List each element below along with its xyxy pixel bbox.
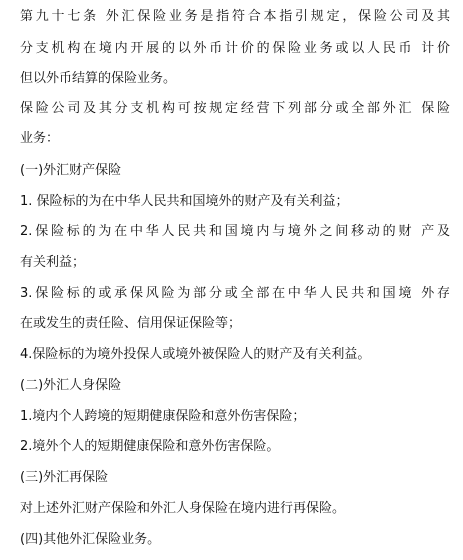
list-item: 2.境外个人的短期健康保险和意外伤害保险。: [20, 439, 280, 454]
text-line: 业务：: [20, 131, 60, 146]
text-line: 但以外币结算的保险业务。: [20, 71, 177, 86]
text-line: 分支机构在境内开展的以外币计价的保险业务或以人民币 计价: [20, 41, 450, 56]
section-heading: (三)外汇再保险: [20, 470, 109, 485]
list-item: 2.保险标的为在中华人民共和国境内与境外之间移动的财 产及: [20, 224, 450, 239]
list-item-continuation: 有关利益；: [20, 255, 86, 270]
section-heading: (二)外汇人身保险: [20, 378, 122, 393]
section-heading: (四)其他外汇保险业务。: [20, 532, 161, 547]
list-item: 1.境内个人跨境的短期健康保险和意外伤害保险；: [20, 409, 306, 424]
text-line: 保险公司及其分支机构可按规定经营下列部分或全部外汇 保险: [20, 101, 450, 116]
text-line: 对上述外汇财产保险和外汇人身保险在境内进行再保险。: [20, 501, 346, 516]
list-item: 3.保险标的或承保风险为部分或全部在中华人民共和国境 外存: [20, 286, 450, 301]
text-line: 第九十七条 外汇保险业务是指符合本指引规定，保险公司及其: [20, 9, 450, 24]
section-heading: (一)外汇财产保险: [20, 163, 122, 178]
list-item: 4.保险标的为境外投保人或境外被保险人的财产及有关利益。: [20, 347, 371, 362]
list-item-continuation: 在或发生的责任险、信用保证保险等；: [20, 316, 242, 331]
list-item: 1. 保险标的为在中华人民共和国境外的财产及有关利益；: [20, 194, 349, 209]
